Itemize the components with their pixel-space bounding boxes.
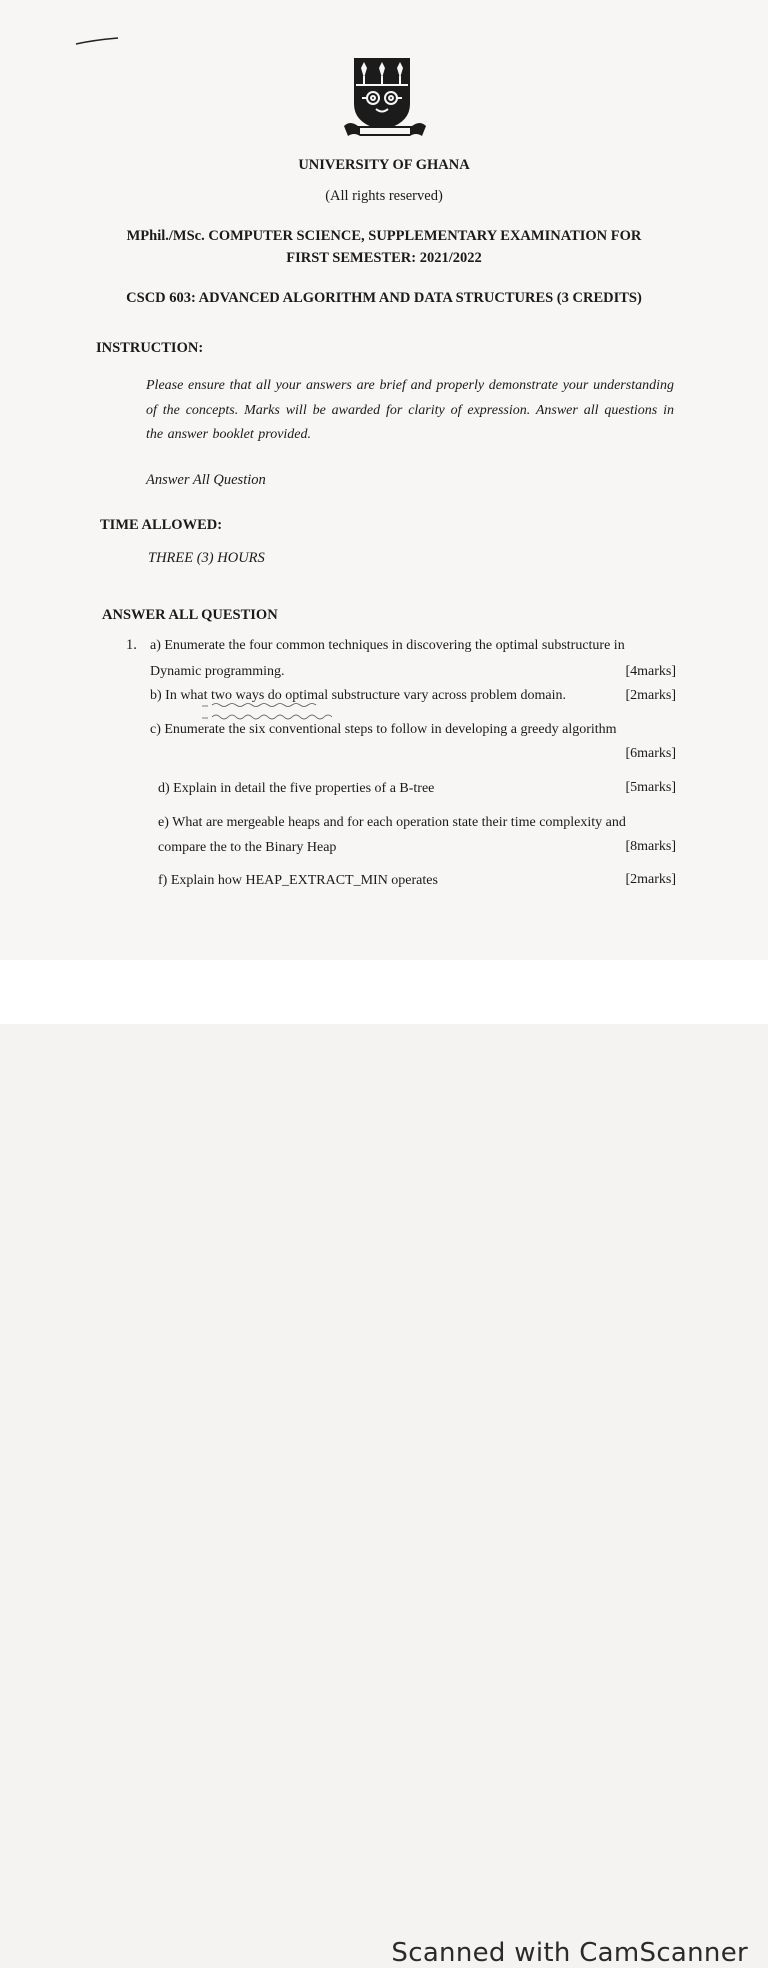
question-c-line: c) Enumerate the six conventional steps to follow in developing a greedy algorithm	[150, 722, 617, 737]
rights-notice: (All rights reserved)	[325, 188, 443, 204]
question-d-marks: [5marks]	[625, 780, 676, 795]
university-name: UNIVERSITY OF GHANA	[298, 157, 470, 173]
instruction-heading: INSTRUCTION:	[96, 340, 204, 356]
question-a-line2: Dynamic programming.	[150, 664, 285, 679]
time-allowed-value: THREE (3) HOURS	[148, 550, 265, 566]
question-a-line1: a) Enumerate the four common techniques in discovering the optimal substructure in	[150, 638, 625, 653]
question-e-line1: e) What are mergeable heaps and for each operation state their time complexity and	[158, 815, 626, 830]
exam-title-line1: MPhil./MSc. COMPUTER SCIENCE, SUPPLEMENTARY EXAMINATION FOR	[126, 228, 642, 244]
time-allowed-heading: TIME ALLOWED:	[100, 517, 223, 533]
answer-all-note: Answer All Question	[146, 472, 266, 488]
questions-heading: ANSWER ALL QUESTION	[102, 607, 278, 623]
university-crest-logo	[340, 54, 430, 144]
question-f-marks: [2marks]	[625, 872, 676, 887]
question-e-marks: [8marks]	[625, 839, 676, 854]
question-c-marks: [6marks]	[625, 746, 676, 761]
question-d-line: d) Explain in detail the five properties of a B-tree	[158, 781, 435, 796]
pen-stroke-mark	[74, 36, 120, 46]
course-title: CSCD 603: ADVANCED ALGORITHM AND DATA STRUCTURES (3 CREDITS)	[126, 290, 642, 306]
question-a-marks: [4marks]	[625, 664, 676, 679]
question-f-line: f) Explain how HEAP_EXTRACT_MIN operates	[158, 873, 438, 888]
question-b-line: b) In what two ways do optimal substructure vary across problem domain.	[150, 688, 567, 703]
exam-title-line2: FIRST SEMESTER: 2021/2022	[286, 250, 482, 266]
question-b-marks: [2marks]	[625, 688, 676, 703]
question-e-line2: compare the to the Binary Heap	[158, 840, 337, 855]
scanner-footer	[0, 960, 768, 1968]
instruction-text: Please ensure that all your answers are brief and properly demonstrate your understanding of the concepts. Marks will be awarded for clarity of expression. Answer all questions in the answer booklet provided.	[146, 378, 674, 442]
question-number: 1.	[126, 637, 137, 653]
camscanner-watermark: Scanned with CamScanner	[391, 1938, 748, 1968]
exam-page	[0, 0, 768, 960]
